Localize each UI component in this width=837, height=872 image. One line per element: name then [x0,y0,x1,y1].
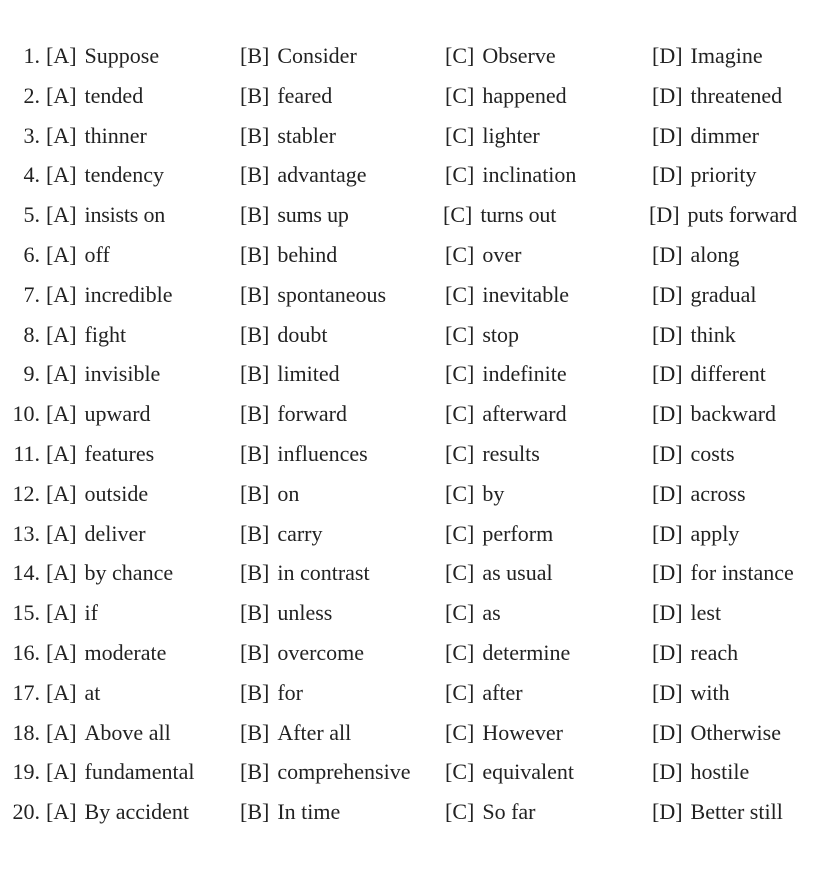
question-number: 14. [12,560,40,586]
option-d [652,153,757,197]
question-number: 13. [12,520,40,546]
option-text: perform [482,520,554,546]
option-letter: [A] [46,799,77,825]
question-number: 9. [23,361,40,387]
option-text: costs [690,440,735,466]
option-letter: [D] [652,639,683,665]
option-text: for [277,679,303,705]
option-d [652,512,739,556]
option-text: Observe [482,43,556,68]
option-letter: [C] [445,162,475,188]
option-text: inevitable [482,281,570,307]
option-letter: [C] [445,281,475,307]
option-a [46,472,148,516]
option-b [240,114,336,158]
option-text: off [84,241,110,267]
option-d [652,352,766,396]
option-b [240,591,332,635]
option-a [46,631,166,675]
option-text: gradual [690,281,757,307]
option-c [445,153,576,197]
option-b [240,193,349,237]
option-c [445,114,540,158]
option-letter: [B] [240,679,270,705]
option-c [445,392,567,436]
option-text: turns out [480,202,557,228]
option-text: lighter [482,122,540,148]
option-text: inclination [482,162,577,188]
option-text: if [84,600,98,626]
option-text: thinner [84,122,147,148]
option-letter: [B] [240,43,270,68]
option-text: as usual [482,560,553,586]
option-d [652,551,794,595]
option-letter: [C] [445,799,475,825]
option-letter: [D] [652,719,683,745]
question-number: 1. [23,43,40,68]
option-text: happened [482,82,567,108]
option-a [46,392,151,436]
option-text: across [690,480,746,506]
question-row-10 [0,392,837,432]
option-letter: [B] [240,799,270,825]
option-b [240,551,370,595]
option-c [445,313,519,357]
option-letter: [B] [240,719,270,745]
question-number: 2. [23,82,40,108]
option-c [445,750,574,794]
question-row-19 [0,750,837,790]
option-b [240,74,332,118]
question-number: 3. [23,122,40,148]
option-text: tendency [84,162,164,188]
option-letter: [A] [46,43,77,68]
question-row-3 [0,114,837,154]
option-letter: [A] [46,122,77,148]
option-a [46,193,165,237]
question-number: 4. [23,162,40,188]
option-text: reach [690,639,739,665]
option-b [240,352,340,396]
option-letter: [B] [240,82,270,108]
question-row-17 [0,671,837,711]
option-text: So far [482,799,536,825]
option-letter: [D] [652,401,683,427]
question-row-7 [0,273,837,313]
option-letter: [A] [46,281,77,307]
option-text: By accident [84,799,190,825]
option-a [46,432,154,476]
option-letter: [A] [46,679,77,705]
option-letter: [A] [46,361,77,387]
option-text: upward [84,401,151,427]
option-text: afterward [482,401,567,427]
option-text: fundamental [84,759,195,785]
question-number: 5. [23,202,40,228]
option-a [46,790,189,834]
option-text: different [690,361,766,387]
option-b [240,432,368,476]
option-b [240,790,340,834]
option-a [46,711,171,755]
question-row-4 [0,153,837,193]
option-text: However [482,719,563,745]
option-c [445,591,501,635]
option-text: incredible [84,281,173,307]
option-text: after [482,679,523,705]
question-number: 20. [12,799,40,825]
option-text: advantage [277,162,367,188]
question-row-1 [0,34,837,74]
option-letter: [C] [445,361,475,387]
option-text: think [690,321,736,347]
option-letter: [C] [443,202,473,228]
option-letter: [A] [46,560,77,586]
option-text: by chance [84,560,174,586]
option-text: Consider [277,43,357,68]
option-c [445,74,567,118]
option-letter: [B] [240,281,270,307]
option-letter: [D] [652,122,683,148]
question-number: 19. [12,759,40,785]
option-letter: [B] [240,401,270,427]
option-a [46,114,147,158]
question-row-14 [0,551,837,591]
option-d [652,432,735,476]
option-letter: [A] [46,719,77,745]
option-text: determine [482,639,571,665]
option-text: indefinite [482,361,567,387]
option-text: Otherwise [690,719,781,745]
option-letter: [C] [445,639,475,665]
option-letter: [B] [240,600,270,626]
option-letter: [B] [240,241,270,267]
option-b [240,711,351,755]
option-text: invisible [84,361,161,387]
option-text: in contrast [277,560,370,586]
option-c [445,233,521,277]
option-d [649,193,797,237]
option-text: deliver [84,520,146,546]
option-letter: [B] [240,202,270,228]
question-number: 6. [23,241,40,267]
question-row-20 [0,790,837,830]
option-d [652,273,757,317]
option-text: as [482,600,501,626]
option-text: dimmer [690,122,759,148]
option-letter: [A] [46,520,77,546]
option-letter: [D] [649,202,680,228]
option-text: unless [277,600,333,626]
question-row-8 [0,313,837,353]
answer-options-list [0,34,837,830]
option-letter: [B] [240,361,270,387]
option-letter: [B] [240,560,270,586]
option-d [652,631,738,675]
option-letter: [D] [652,560,683,586]
option-letter: [C] [445,122,475,148]
option-d [652,671,730,715]
option-d [652,313,736,357]
option-letter: [A] [46,440,77,466]
option-text: limited [277,361,340,387]
option-a [46,591,98,635]
option-text: results [482,440,540,466]
option-c [445,512,553,556]
option-text: moderate [84,639,167,665]
option-letter: [A] [46,321,77,347]
option-letter: [C] [445,480,475,506]
option-text: spontaneous [277,281,387,307]
option-d [652,74,782,118]
option-b [240,153,367,197]
option-text: Above all [84,719,171,745]
option-d [652,750,749,794]
option-c [445,631,570,675]
option-letter: [B] [240,321,270,347]
option-letter: [A] [46,401,77,427]
option-letter: [A] [46,759,77,785]
option-letter: [D] [652,440,683,466]
option-text: overcome [277,639,365,665]
option-letter: [C] [445,440,475,466]
option-letter: [D] [652,759,683,785]
question-number: 12. [12,480,40,506]
option-letter: [C] [445,560,475,586]
option-text: After all [277,719,352,745]
option-c [445,432,540,476]
option-letter: [D] [652,162,683,188]
option-b [240,512,323,556]
option-letter: [A] [46,162,77,188]
option-letter: [D] [652,361,683,387]
option-letter: [A] [46,202,77,228]
option-text: at [84,679,101,705]
question-row-16 [0,631,837,671]
option-a [46,352,160,396]
option-letter: [D] [652,520,683,546]
option-letter: [A] [46,82,77,108]
option-c [445,273,569,317]
option-letter: [C] [445,401,475,427]
option-text: hostile [690,759,750,785]
question-row-5 [0,193,837,233]
option-text: outside [84,480,149,506]
option-letter: [A] [46,241,77,267]
option-letter: [B] [240,759,270,785]
option-d [652,790,783,834]
option-letter: [D] [652,82,683,108]
option-letter: [B] [240,162,270,188]
option-a [46,273,173,317]
option-letter: [C] [445,719,475,745]
option-letter: [B] [240,639,270,665]
option-letter: [B] [240,520,270,546]
option-text: influences [277,440,368,466]
option-letter: [B] [240,480,270,506]
option-b [240,631,364,675]
option-text: stabler [277,122,336,148]
option-text: tended [84,82,144,108]
option-letter: [B] [240,440,270,466]
option-text: puts forward [687,202,797,228]
option-letter: [D] [652,600,683,626]
option-letter: [A] [46,480,77,506]
question-row-6 [0,233,837,273]
option-text: for instance [690,560,794,586]
option-a [46,74,143,118]
option-c [445,551,553,595]
option-letter: [D] [652,241,683,267]
option-b [240,750,411,794]
option-text: doubt [277,321,328,347]
option-letter: [D] [652,43,683,68]
option-text: on [277,480,300,506]
option-b [240,273,386,317]
option-letter: [C] [445,321,475,347]
option-letter: [C] [445,43,475,68]
option-b [240,233,337,277]
option-d [652,233,739,277]
option-c [445,790,535,834]
question-number: 8. [23,321,40,347]
option-text: Suppose [84,43,160,68]
option-c [445,711,563,755]
option-text: over [482,241,522,267]
option-text: along [690,241,740,267]
question-number: 7. [23,281,40,307]
option-text: backward [690,401,777,427]
option-text: Better still [690,799,783,825]
option-a [46,750,195,794]
option-b [240,472,299,516]
question-number: 11. [13,440,40,466]
option-c [445,472,504,516]
option-text: features [84,440,155,466]
option-b [240,34,357,78]
option-a [46,512,146,556]
question-row-11 [0,432,837,472]
option-d [652,591,721,635]
question-row-9 [0,352,837,392]
option-letter: [C] [445,759,475,785]
option-c [445,352,567,396]
question-number: 17. [12,679,40,705]
option-a [46,233,110,277]
option-text: apply [690,520,740,546]
option-letter: [A] [46,639,77,665]
question-row-12 [0,472,837,512]
option-letter: [D] [652,679,683,705]
option-letter: [C] [445,520,475,546]
option-text: by [482,480,505,506]
option-letter: [D] [652,480,683,506]
option-letter: [B] [240,122,270,148]
option-letter: [C] [445,679,475,705]
option-d [652,114,759,158]
option-text: priority [690,162,757,188]
option-d [652,392,776,436]
option-b [240,313,327,357]
question-row-13 [0,512,837,552]
option-text: In time [277,799,341,825]
option-letter: [D] [652,281,683,307]
option-a [46,313,126,357]
option-text: insists on [84,202,166,228]
option-text: stop [482,321,520,347]
option-letter: [D] [652,321,683,347]
question-row-15 [0,591,837,631]
option-letter: [D] [652,799,683,825]
option-a [46,671,100,715]
option-a [46,551,173,595]
option-text: carry [277,520,323,546]
option-text: equivalent [482,759,574,785]
option-d [652,472,746,516]
option-a [46,153,164,197]
option-text: with [690,679,730,705]
option-d [652,711,781,755]
option-letter: [C] [445,600,475,626]
option-b [240,392,347,436]
option-text: forward [277,401,347,427]
option-text: comprehensive [277,759,411,785]
question-row-18 [0,711,837,751]
option-letter: [C] [445,241,475,267]
option-text: sums up [277,202,349,228]
option-text: lest [690,600,722,626]
question-number: 10. [12,401,40,427]
question-number: 18. [12,719,40,745]
option-c [445,34,556,78]
option-b [240,671,303,715]
question-row-2 [0,74,837,114]
question-number: 16. [12,639,40,665]
question-number: 15. [12,600,40,626]
option-text: feared [277,82,333,108]
option-letter: [A] [46,600,77,626]
option-text: threatened [690,82,783,108]
option-text: Imagine [690,43,763,68]
option-c [443,193,556,237]
option-d [652,34,763,78]
option-text: fight [84,321,127,347]
option-text: behind [277,241,338,267]
option-c [445,671,523,715]
option-a [46,34,159,78]
option-letter: [C] [445,82,475,108]
